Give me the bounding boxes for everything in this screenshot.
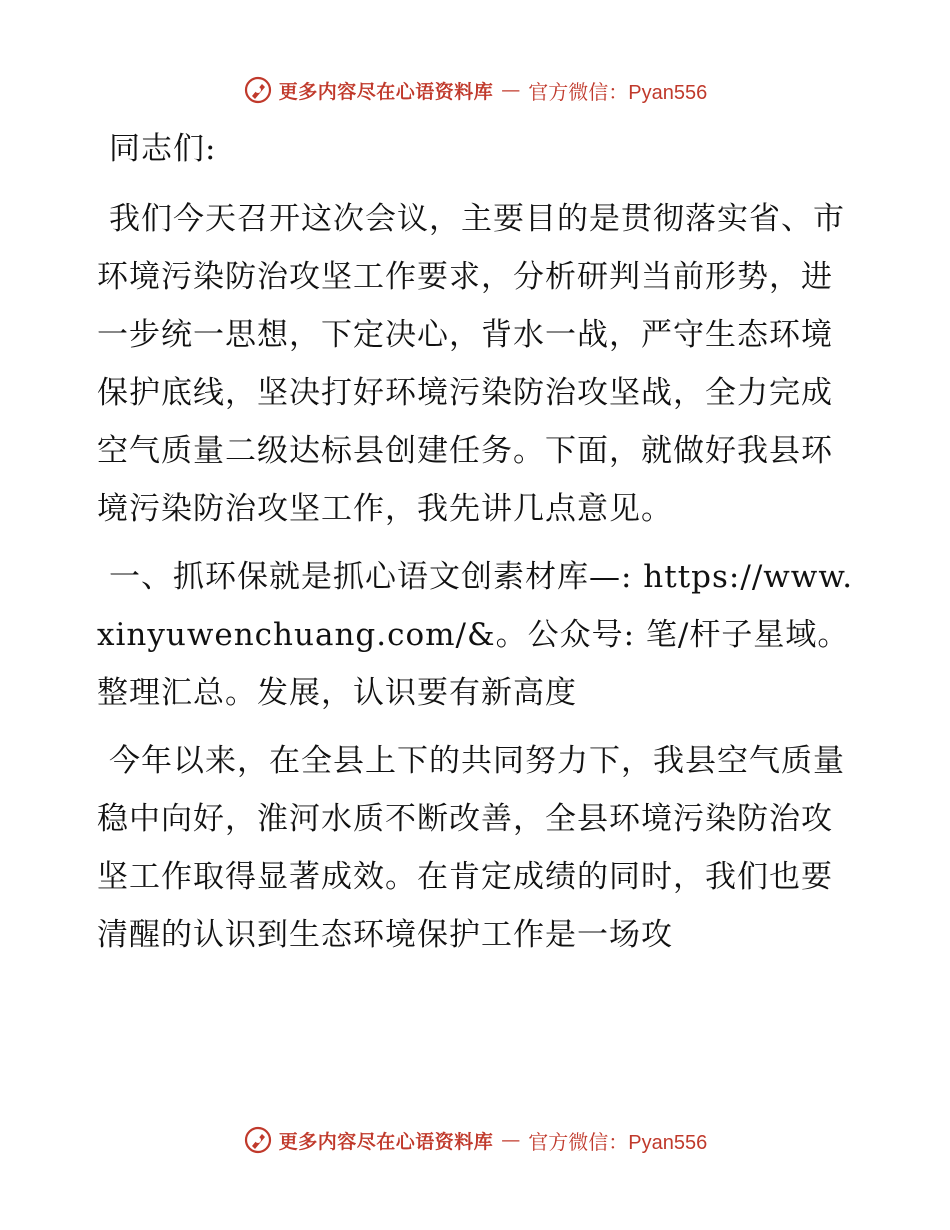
header-watermark (0, 70, 950, 110)
watermark-wechat: 官方微信：Pyan556 (528, 81, 708, 104)
paragraph-progress: 今年以来，在全县上下的共同努力下，我县空气质量稳中向好，淮河水质不断改善，全县环境污染防治攻坚工作取得显著成效。在肯定成绩的同时，我们也要清醒的认识到生态环境保护工作是一场攻 (97, 743, 845, 953)
document-body (97, 120, 857, 964)
salutation: 同志们: (109, 131, 217, 167)
watermark-separator: — (501, 1129, 521, 1151)
section-heading-1: 一、抓环保就是抓心语文创素材库—: https://www.xinyuwenchuang.com/&。公众号: 笔/杆子星域。整理汇总。发展，认识要有新高度 (97, 559, 854, 711)
pen-logo-icon (243, 1125, 273, 1155)
paragraph-intro: 我们今天召开这次会议，主要目的是贯彻落实省、市环境污染防治攻坚工作要求，分析研判当前形势，进一步统一思想，下定决心，背水一战，严守生态环境保护底线，坚决打好环境污染防治攻坚战，全力完成空气质量二级达标县创建任务。下面，就做好我县环境污染防治攻坚工作，我先讲几点意见。 (97, 201, 845, 527)
footer-watermark (0, 1120, 950, 1160)
pen-logo-icon (243, 75, 273, 105)
watermark-text: 更多内容尽在心语资料库 (278, 1130, 494, 1153)
watermark-text: 更多内容尽在心语资料库 (278, 80, 494, 103)
watermark-wechat: 官方微信：Pyan556 (528, 1131, 708, 1154)
watermark-separator: — (501, 79, 521, 101)
